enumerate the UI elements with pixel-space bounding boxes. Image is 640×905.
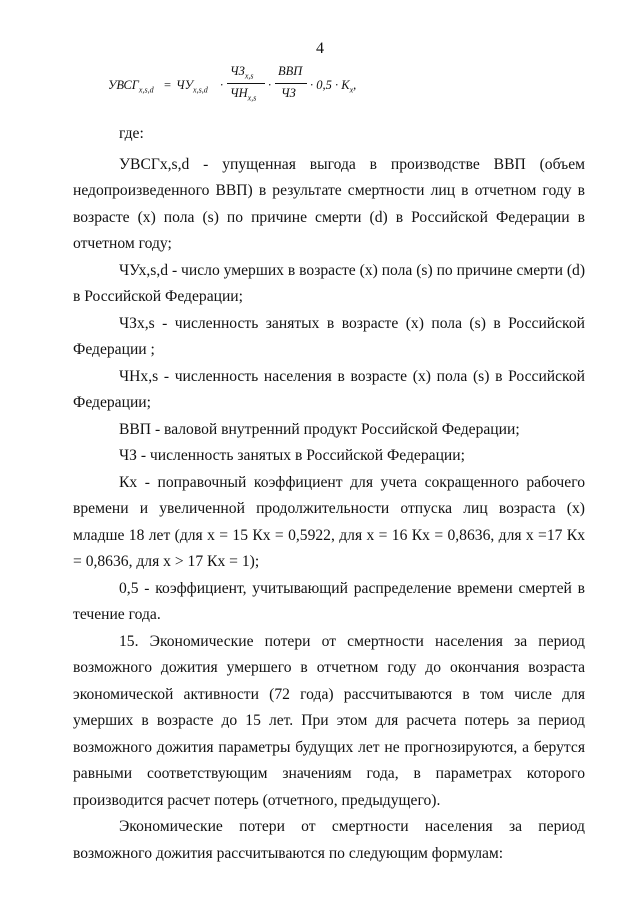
definition-coefficient-05: 0,5 - коэффициент, учитывающий распределение времени смертей в течение года. [73,579,585,623]
formula-dot-1: · [220,78,224,92]
paragraph-15: 15. Экономические потери от смертности населения за период возможного дожития умершего в отчетном году до окончания возраста экономической активности (72 года) рассчитываются в том числе для умерших в возрасте до 15 лет. При этом для расчета потерь за период возможного дожития параметры будущих лет не прогнозируются, а берутся равными соответствующим значениям года, в параметрах которого производится расчет потерь (отчетного, предыдущего). [73,632,585,809]
formula-chu: $ЧУ_{x,s,d}$ [176,78,208,95]
formula-fraction-1-numerator: $ЧЗ_{x,s}$ [230,64,254,81]
definition-uvsg: УВСГх,s,d - упущенная выгода в производстве ВВП (объем недопроизведенного ВВП) в результате смертности лиц в отчетном году в возрасте (x) пола (s) по причине смерти (d) в Российской Федерации в отчетном году; [73,155,585,252]
formula-fraction-2-numerator: ВВП [278,64,303,78]
page-number: 4 [316,40,324,57]
formula-fraction-2-denominator: ЧЗ [281,86,296,100]
definition-chu: ЧУх,s,d - число умерших в возрасте (x) пола (s) по причине смерти (d) в Российской Федерации; [73,261,586,305]
definition-kx: Кх - поправочный коэффициент для учета сокращенного рабочего времени и увеличенной продолжительности отпуска лиц возраста (x) младше 18 лет (для x = 15 Кх = 0,5922, для x = 16 Кх = 0,8636, для x =17 Кх = 0,8636, для x > 17 Кх = 1); [73,473,585,570]
formula-uvsg [108,62,368,112]
paragraph-formulas-intro: Экономические потери от смертности населения за период возможного дожития рассчитываются по следующим формулам: [73,818,585,862]
formula-dot-2: · [268,78,272,92]
formula-fraction-1-line [227,83,265,84]
formula-equals: = [164,78,172,92]
definition-chn-xs: ЧНх,s - численность населения в возрасте (x) пола (s) в Российской Федерации; [73,367,585,411]
definition-chz-xs: ЧЗх,s - численность занятых в возрасте (x) пола (s) в Российской Федерации ; [73,314,585,358]
formula-lhs: $УВСГ_{x,s,d}$ [108,78,154,95]
document-body [73,121,585,867]
formula-fraction-1-denominator: $ЧН_{x,s}$ [230,86,257,103]
definition-vvp: ВВП - валовой внутренний продукт Российской Федерации; [119,420,520,438]
formula-fraction-2-line [275,83,307,84]
where-label: где: [119,125,144,142]
formula-tail: · $0,5 \cdot K_x$, [310,78,357,95]
definition-chz: ЧЗ - численность занятых в Российской Федерации; [119,447,465,464]
